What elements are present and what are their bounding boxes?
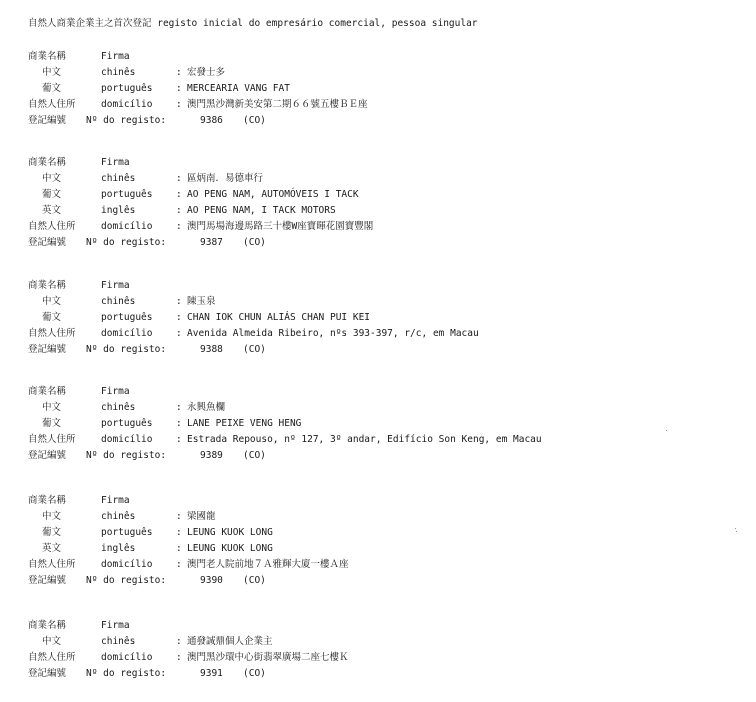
domicile-value: Estrada Repouso, nº 127, 3º andar, Edifício Son Keng, em Macau: [187, 434, 542, 445]
registration-code: (CO): [243, 668, 266, 679]
registration-row: [28, 666, 748, 682]
portuguese-label-zh: 葡文: [42, 189, 62, 200]
registration-row: [28, 235, 748, 251]
domicile-row: [28, 650, 748, 666]
chinese-label-zh: 中文: [42, 511, 62, 522]
firma-heading-row: [28, 155, 748, 171]
portuguese-label-zh: 葡文: [42, 83, 62, 94]
colon: :: [176, 296, 182, 307]
colon: :: [176, 636, 182, 647]
domicile-label-pt: domicílio: [101, 434, 153, 445]
registration-code: (CO): [243, 450, 266, 461]
registration-number: 9386: [200, 115, 223, 126]
registration-code: (CO): [243, 575, 266, 586]
english-name-row: [28, 203, 748, 219]
firma-label-zh: 商業名稱: [28, 386, 67, 397]
domicile-label-pt: domicílio: [101, 221, 153, 232]
chinese-name-row: [28, 65, 748, 81]
domicile-value: 澳門黑沙環中心街翡翠廣場二座七樓Ｋ: [187, 652, 349, 663]
english-label-zh: 英文: [42, 543, 62, 554]
registration-code: (CO): [243, 237, 266, 248]
firma-heading-row: [28, 618, 748, 634]
chinese-name-value: 陳玉泉: [187, 296, 216, 307]
chinese-name-value: 區炳南．易德車行: [187, 173, 264, 184]
colon: :: [176, 511, 182, 522]
registry-entry: [28, 618, 748, 682]
registration-row: [28, 448, 748, 464]
chinese-label-pt: chinês: [101, 511, 136, 522]
firma-heading-row: [28, 384, 748, 400]
english-label-pt: inglês: [101, 205, 136, 216]
portuguese-name-row: [28, 416, 748, 432]
colon: :: [176, 205, 182, 216]
colon: :: [176, 559, 182, 570]
domicile-label-zh: 自然人住所: [28, 559, 76, 570]
registration-label-zh: 登記編號: [28, 237, 67, 248]
english-label-zh: 英文: [42, 205, 62, 216]
portuguese-name-row: [28, 81, 748, 97]
firma-label-pt: Firma: [101, 51, 130, 62]
domicile-row: [28, 97, 748, 113]
chinese-name-row: [28, 171, 748, 187]
portuguese-name-value: CHAN IOK CHUN ALIÁS CHAN PUI KEI: [187, 312, 371, 323]
domicile-label-zh: 自然人住所: [28, 434, 76, 445]
portuguese-name-row: [28, 187, 748, 203]
scan-speck: [666, 430, 667, 431]
chinese-name-value: 梁國龍: [187, 511, 216, 522]
colon: :: [176, 312, 182, 323]
english-name-value: LEUNG KUOK LONG: [187, 543, 273, 554]
colon: :: [176, 328, 182, 339]
chinese-label-zh: 中文: [42, 173, 62, 184]
chinese-name-row: [28, 509, 748, 525]
registration-number: 9390: [200, 575, 223, 586]
portuguese-name-value: LEUNG KUOK LONG: [187, 527, 273, 538]
domicile-row: [28, 326, 748, 342]
page-title: 自然人商業企業主之首次登記 registo inicial do empresário comercial, pessoa singular: [28, 18, 478, 29]
registry-entry: [28, 278, 748, 358]
registration-code: (CO): [243, 115, 266, 126]
colon: :: [176, 652, 182, 663]
colon: :: [176, 99, 182, 110]
scan-speck: [736, 531, 737, 532]
portuguese-name-value: MERCEARIA VANG FAT: [187, 83, 290, 94]
chinese-label-zh: 中文: [42, 636, 62, 647]
domicile-row: [28, 219, 748, 235]
firma-label-zh: 商業名稱: [28, 280, 67, 291]
chinese-label-pt: chinês: [101, 296, 136, 307]
registration-row: [28, 573, 748, 589]
chinese-label-zh: 中文: [42, 67, 62, 78]
firma-label-pt: Firma: [101, 620, 130, 631]
chinese-name-value: 宏發士多: [187, 67, 226, 78]
domicile-label-pt: domicílio: [101, 99, 153, 110]
registration-label-zh: 登記編號: [28, 668, 67, 679]
chinese-label-zh: 中文: [42, 402, 62, 413]
registration-label-pt: Nº do registo:: [86, 115, 167, 126]
portuguese-name-row: [28, 525, 748, 541]
domicile-label-zh: 自然人住所: [28, 652, 76, 663]
registry-entry: [28, 49, 748, 129]
domicile-label-pt: domicílio: [101, 328, 153, 339]
english-label-pt: inglês: [101, 543, 136, 554]
colon: :: [176, 418, 182, 429]
colon: :: [176, 434, 182, 445]
domicile-value: 澳門黑沙灣新美安第二期６６號五樓ＢＥ座: [187, 99, 368, 110]
colon: :: [176, 543, 182, 554]
chinese-label-pt: chinês: [101, 173, 136, 184]
domicile-label-pt: domicílio: [101, 559, 153, 570]
colon: :: [176, 83, 182, 94]
firma-label-pt: Firma: [101, 386, 130, 397]
portuguese-label-pt: português: [101, 312, 153, 323]
domicile-row: [28, 432, 748, 448]
registry-entry: [28, 155, 748, 251]
registration-number: 9388: [200, 344, 223, 355]
chinese-label-pt: chinês: [101, 67, 136, 78]
portuguese-label-zh: 葡文: [42, 312, 62, 323]
domicile-label-zh: 自然人住所: [28, 99, 76, 110]
chinese-name-row: [28, 634, 748, 650]
registration-label-pt: Nº do registo:: [86, 575, 167, 586]
colon: :: [176, 402, 182, 413]
registration-label-pt: Nº do registo:: [86, 344, 167, 355]
registration-code: (CO): [243, 344, 266, 355]
colon: :: [176, 221, 182, 232]
firma-label-zh: 商業名稱: [28, 157, 67, 168]
firma-heading-row: [28, 493, 748, 509]
registration-label-zh: 登記編號: [28, 344, 67, 355]
firma-label-zh: 商業名稱: [28, 51, 67, 62]
domicile-label-zh: 自然人住所: [28, 221, 76, 232]
chinese-name-value: 永興魚欄: [187, 402, 226, 413]
firma-label-pt: Firma: [101, 495, 130, 506]
portuguese-name-value: AO PENG NAM, AUTOMÓVEIS I TACK: [187, 189, 359, 200]
portuguese-label-pt: português: [101, 189, 153, 200]
scan-speck: [735, 528, 736, 529]
firma-label-pt: Firma: [101, 280, 130, 291]
portuguese-label-pt: português: [101, 418, 153, 429]
registration-label-zh: 登記編號: [28, 575, 67, 586]
firma-label-zh: 商業名稱: [28, 495, 67, 506]
registration-row: [28, 342, 748, 358]
registration-label-pt: Nº do registo:: [86, 668, 167, 679]
chinese-label-zh: 中文: [42, 296, 62, 307]
registration-label-pt: Nº do registo:: [86, 450, 167, 461]
domicile-label-pt: domicílio: [101, 652, 153, 663]
firma-heading-row: [28, 278, 748, 294]
chinese-name-row: [28, 400, 748, 416]
registry-entry: [28, 493, 748, 589]
registration-number: 9389: [200, 450, 223, 461]
firma-label-zh: 商業名稱: [28, 620, 67, 631]
portuguese-name-value: LANE PEIXE VENG HENG: [187, 418, 302, 429]
colon: :: [176, 189, 182, 200]
colon: :: [176, 527, 182, 538]
chinese-label-pt: chinês: [101, 402, 136, 413]
portuguese-label-pt: português: [101, 83, 153, 94]
chinese-name-row: [28, 294, 748, 310]
portuguese-label-zh: 葡文: [42, 418, 62, 429]
registration-row: [28, 113, 748, 129]
firma-label-pt: Firma: [101, 157, 130, 168]
registration-label-zh: 登記編號: [28, 115, 67, 126]
registry-entry: [28, 384, 748, 464]
firma-heading-row: [28, 49, 748, 65]
domicile-row: [28, 557, 748, 573]
portuguese-label-zh: 葡文: [42, 527, 62, 538]
chinese-label-pt: chinês: [101, 636, 136, 647]
colon: :: [176, 67, 182, 78]
registration-label-zh: 登記編號: [28, 450, 67, 461]
registration-number: 9391: [200, 668, 223, 679]
english-name-row: [28, 541, 748, 557]
english-name-value: AO PENG NAM, I TACK MOTORS: [187, 205, 336, 216]
registration-label-pt: Nº do registo:: [86, 237, 167, 248]
registration-number: 9387: [200, 237, 223, 248]
chinese-name-value: 通發誠鼎個人企業主: [187, 636, 273, 647]
portuguese-name-row: [28, 310, 748, 326]
domicile-value: Avenida Almeida Ribeiro, nºs 393-397, r/c, em Macau: [187, 328, 479, 339]
portuguese-label-pt: português: [101, 527, 153, 538]
domicile-value: 澳門老人院前地７Ａ雅輝大廈一樓Ａ座: [187, 559, 349, 570]
domicile-label-zh: 自然人住所: [28, 328, 76, 339]
domicile-value: 澳門馬場海邊馬路三十樓W座寶暉花園寶豐閣: [187, 221, 374, 232]
colon: :: [176, 173, 182, 184]
